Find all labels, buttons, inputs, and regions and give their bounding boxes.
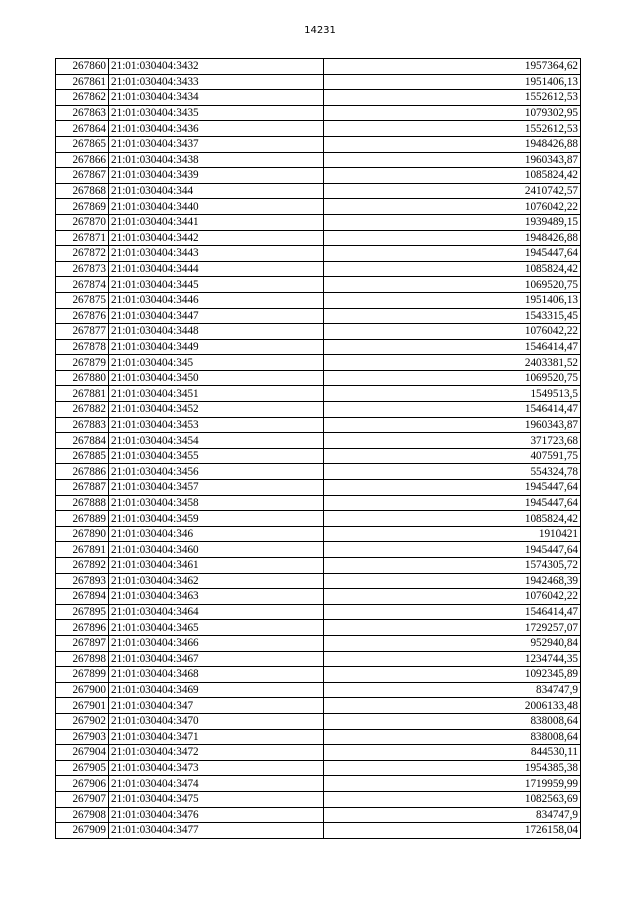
- table-row: [56, 152, 581, 168]
- row-number-cell: 267870: [56, 214, 109, 230]
- cadastral-number-cell: 21:01:030404:3436: [109, 121, 324, 137]
- row-number-cell: 267889: [56, 511, 109, 527]
- cadastral-value-cell: 1076042,22: [324, 324, 581, 340]
- cadastral-value-cell: 1945447,64: [324, 542, 581, 558]
- cadastral-number-cell: 21:01:030404:3477: [109, 823, 324, 839]
- cadastral-value-cell: 1546414,47: [324, 402, 581, 418]
- cadastral-value-cell: 834747,9: [324, 682, 581, 698]
- table-row: [56, 558, 581, 574]
- row-number-cell: 267894: [56, 589, 109, 605]
- cadastral-number-cell: 21:01:030404:3471: [109, 729, 324, 745]
- cadastral-number-cell: 21:01:030404:3453: [109, 417, 324, 433]
- cadastral-value-cell: 838008,64: [324, 729, 581, 745]
- row-number-cell: 267882: [56, 402, 109, 418]
- cadastral-value-cell: 1085824,42: [324, 511, 581, 527]
- row-number-cell: 267895: [56, 604, 109, 620]
- cadastral-value-cell: 1729257,07: [324, 620, 581, 636]
- cadastral-number-cell: 21:01:030404:3461: [109, 558, 324, 574]
- row-number-cell: 267902: [56, 713, 109, 729]
- row-number-cell: 267905: [56, 760, 109, 776]
- cadastral-value-cell: 1945447,64: [324, 480, 581, 496]
- table-row: [56, 402, 581, 418]
- table-row: [56, 370, 581, 386]
- cadastral-number-cell: 21:01:030404:3444: [109, 261, 324, 277]
- table-row: [56, 760, 581, 776]
- cadastral-number-cell: 21:01:030404:3448: [109, 324, 324, 340]
- row-number-cell: 267886: [56, 464, 109, 480]
- table-row: [56, 511, 581, 527]
- cadastral-number-cell: 21:01:030404:3465: [109, 620, 324, 636]
- cadastral-value-cell: 1076042,22: [324, 589, 581, 605]
- cadastral-value-cell: 2410742,57: [324, 183, 581, 199]
- row-number-cell: 267877: [56, 324, 109, 340]
- cadastral-value-cell: 1910421: [324, 526, 581, 542]
- row-number-cell: 267890: [56, 526, 109, 542]
- cadastral-value-cell: 1546414,47: [324, 339, 581, 355]
- row-number-cell: 267903: [56, 729, 109, 745]
- table-row: [56, 339, 581, 355]
- row-number-cell: 267887: [56, 480, 109, 496]
- table-row: [56, 90, 581, 106]
- cadastral-number-cell: 21:01:030404:3459: [109, 511, 324, 527]
- table-row: [56, 480, 581, 496]
- cadastral-number-cell: 21:01:030404:3460: [109, 542, 324, 558]
- cadastral-number-cell: 21:01:030404:344: [109, 183, 324, 199]
- row-number-cell: 267866: [56, 152, 109, 168]
- row-number-cell: 267884: [56, 433, 109, 449]
- cadastral-number-cell: 21:01:030404:3454: [109, 433, 324, 449]
- row-number-cell: 267879: [56, 355, 109, 371]
- row-number-cell: 267862: [56, 90, 109, 106]
- cadastral-value-cell: 1945447,64: [324, 246, 581, 262]
- cadastral-value-cell: 1719959,99: [324, 776, 581, 792]
- row-number-cell: 267874: [56, 277, 109, 293]
- table-row: [56, 729, 581, 745]
- row-number-cell: 267891: [56, 542, 109, 558]
- cadastral-number-cell: 21:01:030404:3445: [109, 277, 324, 293]
- cadastral-number-cell: 21:01:030404:346: [109, 526, 324, 542]
- cadastral-value-cell: 2006133,48: [324, 698, 581, 714]
- row-number-cell: 267901: [56, 698, 109, 714]
- cadastral-value-cell: 1085824,42: [324, 261, 581, 277]
- row-number-cell: 267907: [56, 791, 109, 807]
- cadastral-number-cell: 21:01:030404:3446: [109, 292, 324, 308]
- row-number-cell: 267904: [56, 745, 109, 761]
- cadastral-value-cell: 1954385,38: [324, 760, 581, 776]
- cadastral-number-cell: 21:01:030404:3468: [109, 667, 324, 683]
- cadastral-number-cell: 21:01:030404:3449: [109, 339, 324, 355]
- cadastral-number-cell: 21:01:030404:3463: [109, 589, 324, 605]
- table-row: [56, 214, 581, 230]
- table-row: [56, 324, 581, 340]
- table-row: [56, 261, 581, 277]
- cadastral-number-cell: 21:01:030404:3438: [109, 152, 324, 168]
- table-row: [56, 573, 581, 589]
- cadastral-value-cell: 1552612,53: [324, 90, 581, 106]
- cadastral-number-cell: 21:01:030404:3447: [109, 308, 324, 324]
- table-row: [56, 59, 581, 75]
- cadastral-number-cell: 21:01:030404:3441: [109, 214, 324, 230]
- cadastral-value-cell: 1552612,53: [324, 121, 581, 137]
- row-number-cell: 267881: [56, 386, 109, 402]
- table-row: [56, 713, 581, 729]
- cadastral-value-cell: 1543315,45: [324, 308, 581, 324]
- row-number-cell: 267864: [56, 121, 109, 137]
- row-number-cell: 267893: [56, 573, 109, 589]
- cadastral-number-cell: 21:01:030404:3458: [109, 495, 324, 511]
- table-row: [56, 698, 581, 714]
- table-row: [56, 433, 581, 449]
- cadastral-number-cell: 21:01:030404:3475: [109, 791, 324, 807]
- cadastral-number-cell: 21:01:030404:3442: [109, 230, 324, 246]
- row-number-cell: 267896: [56, 620, 109, 636]
- table-row: [56, 604, 581, 620]
- table-row: [56, 823, 581, 839]
- cadastral-value-cell: 838008,64: [324, 713, 581, 729]
- cadastral-value-cell: 554324,78: [324, 464, 581, 480]
- cadastral-value-cell: 1960343,87: [324, 152, 581, 168]
- cadastral-value-cell: 1069520,75: [324, 370, 581, 386]
- row-number-cell: 267867: [56, 168, 109, 184]
- cadastral-number-cell: 21:01:030404:347: [109, 698, 324, 714]
- cadastral-value-cell: 1549513,5: [324, 386, 581, 402]
- table-row: [56, 386, 581, 402]
- table-row: [56, 651, 581, 667]
- cadastral-number-cell: 21:01:030404:3443: [109, 246, 324, 262]
- table-row: [56, 589, 581, 605]
- row-number-cell: 267899: [56, 667, 109, 683]
- table-row: [56, 121, 581, 137]
- cadastral-value-cell: 844530,11: [324, 745, 581, 761]
- cadastral-value-cell: 371723,68: [324, 433, 581, 449]
- row-number-cell: 267863: [56, 105, 109, 121]
- row-number-cell: 267898: [56, 651, 109, 667]
- cadastral-number-cell: 21:01:030404:3451: [109, 386, 324, 402]
- row-number-cell: 267873: [56, 261, 109, 277]
- row-number-cell: 267883: [56, 417, 109, 433]
- cadastral-value-cell: 1079302,95: [324, 105, 581, 121]
- cadastral-value-cell: 407591,75: [324, 448, 581, 464]
- row-number-cell: 267909: [56, 823, 109, 839]
- cadastral-number-cell: 21:01:030404:345: [109, 355, 324, 371]
- row-number-cell: 267861: [56, 74, 109, 90]
- cadastral-value-cell: 1546414,47: [324, 604, 581, 620]
- table-row: [56, 635, 581, 651]
- row-number-cell: 267876: [56, 308, 109, 324]
- row-number-cell: 267875: [56, 292, 109, 308]
- cadastral-number-cell: 21:01:030404:3437: [109, 136, 324, 152]
- row-number-cell: 267906: [56, 776, 109, 792]
- cadastral-number-cell: 21:01:030404:3469: [109, 682, 324, 698]
- cadastral-value-cell: 1951406,13: [324, 74, 581, 90]
- cadastral-number-cell: 21:01:030404:3474: [109, 776, 324, 792]
- cadastral-number-cell: 21:01:030404:3452: [109, 402, 324, 418]
- cadastral-value-cell: 1082563,69: [324, 791, 581, 807]
- cadastral-number-cell: 21:01:030404:3455: [109, 448, 324, 464]
- cadastral-value-cell: 1948426,88: [324, 230, 581, 246]
- table-row: [56, 791, 581, 807]
- table-row: [56, 74, 581, 90]
- cadastral-number-cell: 21:01:030404:3472: [109, 745, 324, 761]
- cadastral-value-cell: 1574305,72: [324, 558, 581, 574]
- cadastral-value-cell: 1957364,62: [324, 59, 581, 75]
- cadastral-value-cell: 1726158,04: [324, 823, 581, 839]
- cadastral-value-cell: 834747,9: [324, 807, 581, 823]
- cadastral-value-cell: 1069520,75: [324, 277, 581, 293]
- cadastral-number-cell: 21:01:030404:3476: [109, 807, 324, 823]
- row-number-cell: 267885: [56, 448, 109, 464]
- cadastral-number-cell: 21:01:030404:3473: [109, 760, 324, 776]
- table-row: [56, 183, 581, 199]
- table-row: [56, 464, 581, 480]
- row-number-cell: 267888: [56, 495, 109, 511]
- row-number-cell: 267892: [56, 558, 109, 574]
- row-number-cell: 267908: [56, 807, 109, 823]
- table-row: [56, 807, 581, 823]
- row-number-cell: 267868: [56, 183, 109, 199]
- table-row: [56, 682, 581, 698]
- cadastral-number-cell: 21:01:030404:3466: [109, 635, 324, 651]
- table-row: [56, 355, 581, 371]
- cadastral-value-cell: 2403381,52: [324, 355, 581, 371]
- table-row: [56, 620, 581, 636]
- cadastral-value-cell: 1092345,89: [324, 667, 581, 683]
- cadastral-value-cell: 1945447,64: [324, 495, 581, 511]
- table-row: [56, 105, 581, 121]
- table-row: [56, 417, 581, 433]
- cadastral-number-cell: 21:01:030404:3433: [109, 74, 324, 90]
- cadastral-number-cell: 21:01:030404:3462: [109, 573, 324, 589]
- cadastral-value-cell: 1234744,35: [324, 651, 581, 667]
- table-row: [56, 136, 581, 152]
- table-row: [56, 495, 581, 511]
- cadastral-number-cell: 21:01:030404:3434: [109, 90, 324, 106]
- row-number-cell: 267865: [56, 136, 109, 152]
- row-number-cell: 267872: [56, 246, 109, 262]
- cadastral-number-cell: 21:01:030404:3450: [109, 370, 324, 386]
- row-number-cell: 267897: [56, 635, 109, 651]
- table-row: [56, 292, 581, 308]
- cadastral-value-table: [55, 58, 581, 839]
- cadastral-value-cell: 1948426,88: [324, 136, 581, 152]
- cadastral-value-cell: 952940,84: [324, 635, 581, 651]
- cadastral-number-cell: 21:01:030404:3435: [109, 105, 324, 121]
- table-row: [56, 667, 581, 683]
- cadastral-value-cell: 1951406,13: [324, 292, 581, 308]
- cadastral-number-cell: 21:01:030404:3467: [109, 651, 324, 667]
- cadastral-value-cell: 1076042,22: [324, 199, 581, 215]
- table-row: [56, 308, 581, 324]
- cadastral-value-cell: 1942468,39: [324, 573, 581, 589]
- table-row: [56, 526, 581, 542]
- cadastral-number-cell: 21:01:030404:3440: [109, 199, 324, 215]
- cadastral-number-cell: 21:01:030404:3456: [109, 464, 324, 480]
- row-number-cell: 267860: [56, 59, 109, 75]
- cadastral-value-cell: 1960343,87: [324, 417, 581, 433]
- row-number-cell: 267878: [56, 339, 109, 355]
- row-number-cell: 267880: [56, 370, 109, 386]
- table-row: [56, 277, 581, 293]
- cadastral-number-cell: 21:01:030404:3464: [109, 604, 324, 620]
- row-number-cell: 267900: [56, 682, 109, 698]
- table-row: [56, 246, 581, 262]
- table-row: [56, 776, 581, 792]
- row-number-cell: 267869: [56, 199, 109, 215]
- table-body: [56, 59, 581, 839]
- row-number-cell: 267871: [56, 230, 109, 246]
- table-row: [56, 745, 581, 761]
- cadastral-number-cell: 21:01:030404:3457: [109, 480, 324, 496]
- table-row: [56, 542, 581, 558]
- table-row: [56, 448, 581, 464]
- table-row: [56, 168, 581, 184]
- cadastral-value-cell: 1085824,42: [324, 168, 581, 184]
- cadastral-number-cell: 21:01:030404:3439: [109, 168, 324, 184]
- table-row: [56, 199, 581, 215]
- page-number: 14231: [304, 25, 336, 36]
- cadastral-value-cell: 1939489,15: [324, 214, 581, 230]
- cadastral-number-cell: 21:01:030404:3470: [109, 713, 324, 729]
- cadastral-number-cell: 21:01:030404:3432: [109, 59, 324, 75]
- table-row: [56, 230, 581, 246]
